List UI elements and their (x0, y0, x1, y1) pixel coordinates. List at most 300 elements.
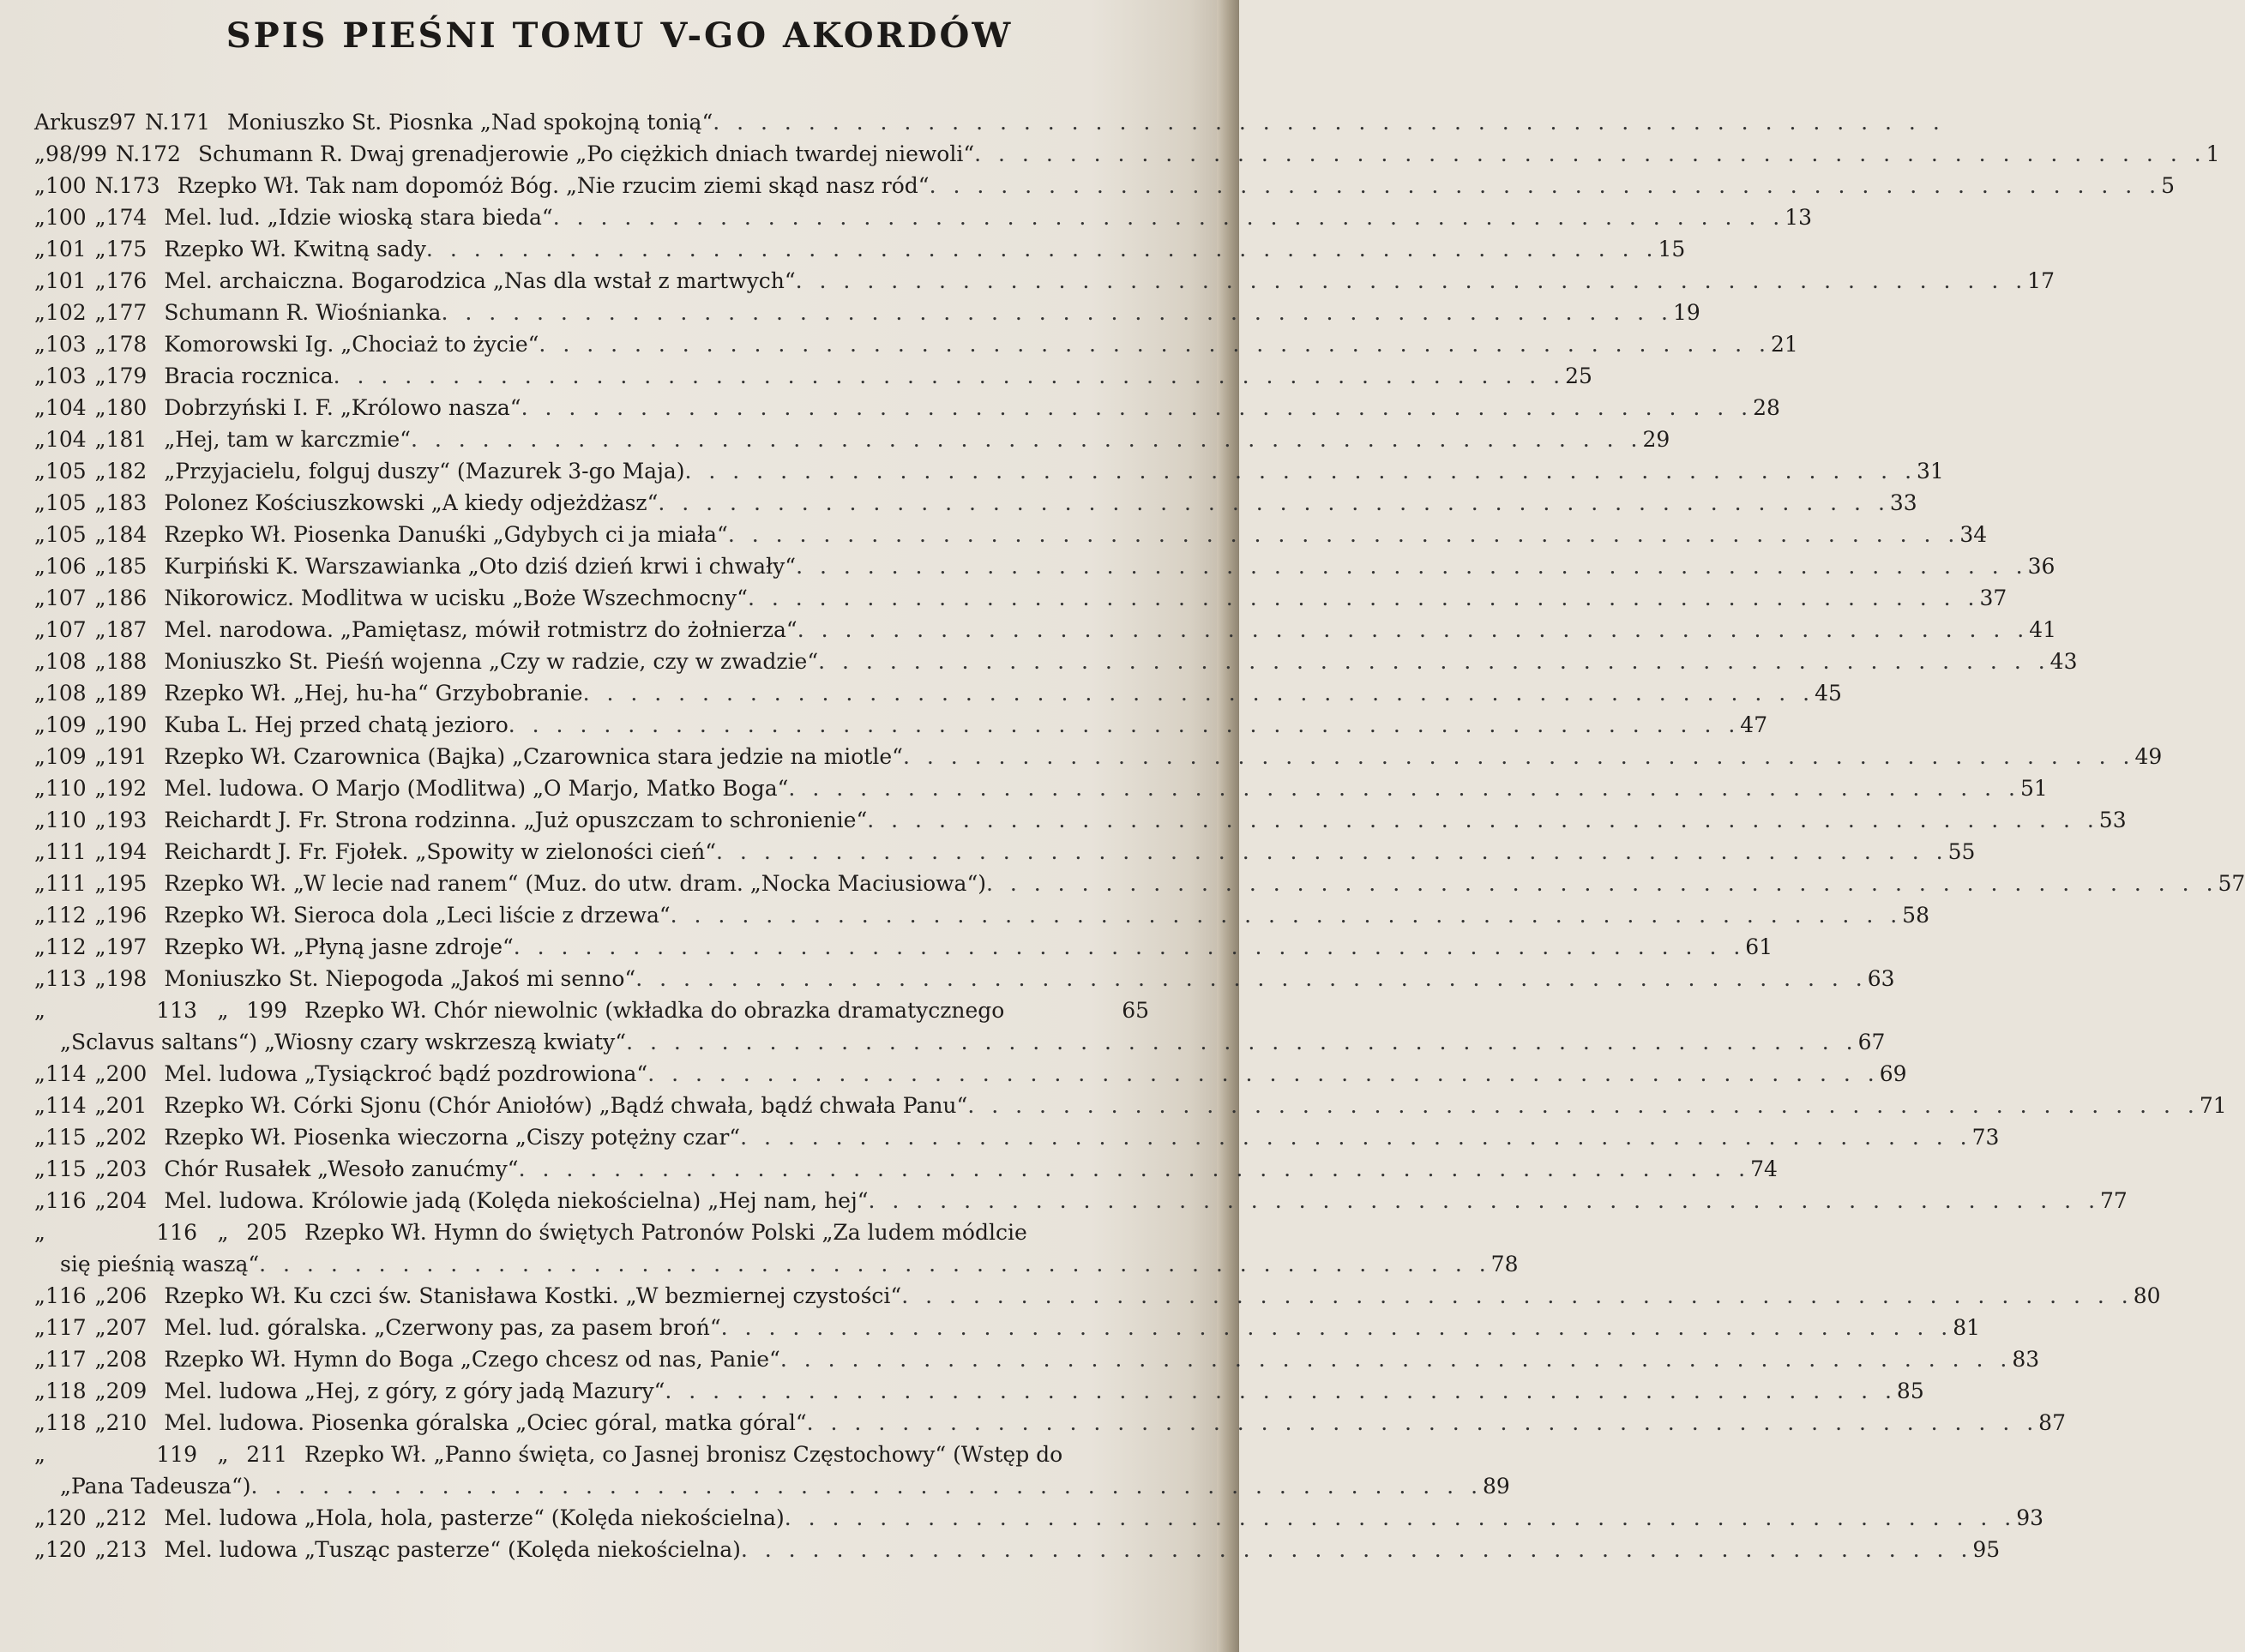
dot-leader: . . . . . . . . . . . . . . . . . . . . . . . . . . . . . . . . . . . . . . . . . . . . . . . . . . . . (867, 808, 2099, 832)
toc-row-continuation (34, 1248, 1519, 1280)
toc-song-title-text: Mel. ludowa „Tysiąckroć bądź pozdrowiona“ (164, 1061, 648, 1086)
toc-page-number: 93 (2016, 1505, 2044, 1530)
dot-leader: . . . . . . . . . . . . . . . . . . . . . . . . . . . . . . . . . . . . . . . . . . . . . . . . . . . . (713, 110, 1945, 135)
toc-sheet-number: 98/99 (45, 141, 107, 166)
toc-arkusz-label: „ (34, 522, 45, 547)
toc-page-number: 55 (1947, 839, 1976, 864)
toc-row-continuation (34, 1470, 1510, 1502)
toc-song-title (164, 868, 2218, 899)
dot-leader: . . . . . . . . . . . . . . . . . . . . . . . . . . . . . . . . . . . . . . . . . . . . . . . . . . . . (716, 839, 1948, 864)
toc-row (34, 1090, 2227, 1121)
toc-song-title-text: „Hej, tam w karczmie“ (164, 427, 411, 452)
toc-arkusz-label: „ (34, 586, 45, 610)
toc-song-number: 175 (105, 237, 147, 261)
toc-song-title (164, 1502, 2016, 1534)
toc-row (34, 772, 2048, 804)
toc-arkusz-label: „ (34, 1093, 45, 1118)
toc-song-title (164, 487, 1890, 519)
toc-n-label: „ (94, 871, 106, 896)
toc-song-number: 205 (246, 1220, 287, 1245)
toc-song-title (164, 550, 2027, 582)
toc-song-title-text: Rzepko Wł. Chór niewolnic (wkładka do obrazka dramatycznego (304, 998, 1005, 1023)
toc-page-number: 1 (2206, 141, 2220, 166)
toc-sheet-number: 116 (45, 1283, 87, 1308)
toc-song-number: 184 (105, 522, 147, 547)
toc-song-number: 213 (105, 1537, 147, 1562)
toc-song-number: 202 (105, 1125, 147, 1150)
dot-leader: . . . . . . . . . . . . . . . . . . . . . . . . . . . . . . . . . . . . . . . . . . . . . . . . . . . . (333, 363, 1566, 388)
toc-n-label: „ (94, 363, 106, 388)
toc-song-title-text: Rzepko Wł. Ku czci św. Stanisława Kostki. „W bezmiernej czystości“ (164, 1283, 902, 1308)
toc-row (34, 1312, 1980, 1343)
toc-song-title (164, 741, 2134, 772)
dot-leader: . . . . . . . . . . . . . . . . . . . . . . . . . . . . . . . . . . . . . . . . . . . . . . . . . . . . (740, 1537, 1973, 1562)
toc-arkusz-label: „ (34, 1125, 45, 1150)
dot-leader: . . . . . . . . . . . . . . . . . . . . . . . . . . . . . . . . . . . . . . . . . . . . . . . . . . . . (647, 1061, 1880, 1086)
dot-leader: . . . . . . . . . . . . . . . . . . . . . . . . . . . . . . . . . . . . . . . . . . . . . . . . . . . . (974, 141, 2206, 166)
toc-row (34, 709, 1768, 741)
toc-n-label: „ (94, 1379, 106, 1403)
toc-n-label: „ (94, 522, 106, 547)
dot-leader: . . . . . . . . . . . . . . . . . . . . . . . . . . . . . . . . . . . . . . . . . . . . . . . . . . . . (797, 617, 2030, 642)
toc-song-number: 192 (105, 776, 147, 801)
toc-song-title (164, 424, 1642, 455)
toc-song-title-text: Rzepko Wł. Piosenka wieczorna „Ciszy potężny czar“ (164, 1125, 741, 1150)
dot-leader: . . . . . . . . . . . . . . . . . . . . . . . . . . . . . . . . . . . . . . . . . . . . . . . . . . . . (779, 1347, 2013, 1372)
toc-song-title (164, 297, 1673, 328)
dot-leader: . . . . . . . . . . . . . . . . . . . . . . . . . . . . . . . . . . . . . . . . . . . . . . . . . . . . (626, 1030, 1858, 1054)
dot-leader: . . . . . . . . . . . . . . . . . . . . . . . . . . . . . . . . . . . . . . . . . . . . . . . . . . . . (796, 554, 2028, 579)
toc-page-number: 58 (1902, 903, 1929, 928)
page-title: SPIS PIEŚNI TOMU V-GO AKORDÓW (226, 15, 1014, 56)
toc-song-title (164, 1185, 2100, 1216)
toc-arkusz-label: „ (34, 1220, 45, 1245)
toc-row (34, 297, 1700, 328)
toc-n-label: „ (94, 1347, 106, 1372)
toc-page-number: 47 (1740, 712, 1768, 737)
toc-n-label: „ (94, 1188, 106, 1213)
toc-arkusz-label: „ (34, 1442, 45, 1467)
toc-arkusz-label: „ (34, 173, 45, 198)
toc-page-number: 21 (1770, 332, 1798, 357)
toc-song-number: 210 (105, 1410, 147, 1435)
toc-page-number: 33 (1889, 490, 1917, 515)
toc-page-number: 57 (2218, 871, 2245, 896)
toc-sheet-number: 107 (45, 586, 87, 610)
dot-leader: . . . . . . . . . . . . . . . . . . . . . . . . . . . . . . . . . . . . . . . . . . . . . . . . . . . . (552, 205, 1785, 230)
toc-song-number: 204 (105, 1188, 147, 1213)
dot-leader: . . . . . . . . . . . . . . . . . . . . . . . . . . . . . . . . . . . . . . . . . . . . . . . . . . . . (747, 586, 1980, 610)
toc-arkusz-label: „ (34, 1410, 45, 1435)
toc-song-title (164, 1121, 1971, 1153)
toc-arkusz-label: „ (34, 300, 45, 325)
toc-song-title (164, 772, 2020, 804)
toc-row (34, 519, 1988, 550)
toc-song-title-text: Mel. ludowa „Hola, hola, pasterze“ (Kolęda niekościelna) (164, 1505, 785, 1530)
toc-arkusz-label: „ (34, 1315, 45, 1340)
toc-arkusz-label: „ (34, 1156, 45, 1181)
toc-n-label: „ (94, 300, 106, 325)
toc-row (34, 550, 2055, 582)
dot-leader: . . . . . . . . . . . . . . . . . . . . . . . . . . . . . . . . . . . . . . . . . . . . . . . . . . . . (508, 712, 1741, 737)
toc-arkusz-label: „ (34, 1061, 45, 1086)
toc-sheet-number: 116 (45, 1188, 87, 1213)
toc-song-title (164, 1153, 1750, 1185)
toc-page-number: 81 (1953, 1315, 1980, 1340)
toc-arkusz-label: „ (34, 395, 45, 420)
toc-page-number: 49 (2134, 744, 2163, 769)
toc-song-title (164, 836, 1947, 868)
dot-leader: . . . . . . . . . . . . . . . . . . . . . . . . . . . . . . . . . . . . . . . . . . . . . . . . . . . . (518, 1156, 1751, 1181)
toc-n-label: „ (94, 1537, 106, 1562)
toc-sheet-number: 120 (45, 1537, 87, 1562)
toc-sheet-number: 101 (45, 268, 87, 293)
toc-song-title (227, 106, 1945, 138)
toc-row (34, 360, 1592, 392)
toc-n-label: „ (94, 427, 106, 452)
toc-arkusz-label: „ (34, 1379, 45, 1403)
toc-song-title (304, 1216, 1096, 1248)
toc-page-number: 74 (1750, 1156, 1778, 1181)
toc-sheet-number: 97 (109, 110, 137, 135)
toc-page-number: 80 (2133, 1283, 2161, 1308)
toc-row (34, 1407, 2066, 1439)
toc-row (34, 868, 2245, 899)
toc-song-title (164, 360, 1565, 392)
toc-song-title (164, 646, 2049, 677)
toc-n-label: „ (94, 744, 106, 769)
toc-song-title-text: Moniuszko St. Niepogoda „Jakoś mi senno“ (164, 966, 636, 991)
toc-n-label: „ (217, 1220, 229, 1245)
toc-row (34, 677, 1842, 709)
toc-row (34, 646, 2078, 677)
toc-song-title (164, 1375, 1897, 1407)
toc-song-number: 200 (105, 1061, 147, 1086)
toc-arkusz-label: „ (34, 998, 45, 1023)
toc-n-label: „ (94, 649, 106, 674)
toc-sheet-number: 117 (45, 1315, 87, 1340)
dot-leader: . . . . . . . . . . . . . . . . . . . . . . . . . . . . . . . . . . . . . . . . . . . . . . . . . . . . (250, 1474, 1484, 1499)
toc-song-title-continued (60, 1470, 1483, 1502)
toc-arkusz-label: „ (34, 363, 45, 388)
toc-row (34, 487, 1917, 519)
toc-song-number: 207 (105, 1315, 147, 1340)
dot-leader: . . . . . . . . . . . . . . . . . . . . . . . . . . . . . . . . . . . . . . . . . . . . . . . . . . . . (259, 1252, 1491, 1277)
toc-song-title (164, 1312, 1953, 1343)
toc-arkusz-label: „ (34, 744, 45, 769)
toc-arkusz-label: „ (34, 459, 45, 484)
dot-leader: . . . . . . . . . . . . . . . . . . . . . . . . . . . . . . . . . . . . . . . . . . . . . . . . . . . . (795, 268, 2028, 293)
toc-row (34, 963, 1895, 994)
toc-row (34, 233, 1686, 265)
toc-song-title (164, 614, 2029, 646)
toc-row (34, 106, 1945, 138)
toc-row (34, 1439, 1149, 1470)
toc-song-title-text: Rzepko Wł. Piosenka Danuśki „Gdybych ci ja miała“ (164, 522, 728, 547)
toc-arkusz-label: „ (34, 427, 45, 452)
toc-song-number: 208 (105, 1347, 147, 1372)
toc-sheet-number: 111 (45, 839, 87, 864)
toc-song-title-text: Kurpiński K. Warszawianka „Oto dziś dzień krwi i chwały“ (164, 554, 797, 579)
toc-song-number: 211 (246, 1442, 287, 1467)
toc-arkusz-label: „ (34, 1537, 45, 1562)
toc-page-number: 71 (2199, 1093, 2227, 1118)
toc-sheet-number: 103 (45, 332, 87, 357)
toc-n-label: „ (94, 1283, 106, 1308)
toc-song-title-text: Schumann R. Dwaj grenadjerowie „Po ciężkich dniach twardej niewoli“ (197, 141, 975, 166)
toc-page-number: 89 (1483, 1474, 1510, 1499)
toc-arkusz-label: „ (34, 934, 45, 959)
dot-leader: . . . . . . . . . . . . . . . . . . . . . . . . . . . . . . . . . . . . . . . . . . . . . . . . . . . . (513, 934, 1746, 959)
toc-song-number: 197 (105, 934, 147, 959)
toc-song-title (164, 328, 1771, 360)
toc-n-label: „ (217, 998, 229, 1023)
toc-song-number: 183 (105, 490, 147, 515)
toc-row (34, 1216, 1149, 1248)
toc-sheet-number: 114 (45, 1061, 87, 1086)
toc-row (34, 1121, 2000, 1153)
toc-song-title (304, 994, 1096, 1026)
toc-page-number: 29 (1642, 427, 1670, 452)
toc-song-number: 198 (105, 966, 147, 991)
toc-song-number: 172 (140, 141, 181, 166)
toc-sheet-number: 107 (45, 617, 87, 642)
toc-page-number: 69 (1879, 1061, 1907, 1086)
toc-song-title (164, 804, 2098, 836)
toc-n-label: „ (94, 1315, 106, 1340)
toc-arkusz-label: „ (34, 237, 45, 261)
toc-arkusz-label: „ (34, 1505, 45, 1530)
toc-page-number: 61 (1745, 934, 1773, 959)
toc-song-title (164, 1058, 1879, 1090)
toc-song-title-text-continued: „Sclavus saltans“) „Wiosny czary wskrzeszą kwiaty“ (60, 1030, 627, 1054)
toc-song-number: 179 (105, 363, 147, 388)
toc-song-number: 188 (105, 649, 147, 674)
toc-row (34, 836, 1976, 868)
toc-page-number: 17 (2027, 268, 2055, 293)
toc-song-title-text: Mel. ludowa „Tusząc pasterze“ (Kolęda niekościelna) (164, 1537, 741, 1562)
toc-song-number: 201 (105, 1093, 147, 1118)
toc-arkusz-label: „ (34, 1188, 45, 1213)
toc-row (34, 455, 1944, 487)
toc-sheet-number: 112 (45, 903, 87, 928)
toc-song-title-text-continued: się pieśnią waszą“ (60, 1252, 260, 1277)
toc-page-number: 5 (2161, 173, 2176, 198)
toc-song-title-continued (60, 1026, 1858, 1058)
toc-page-number: 34 (1959, 522, 1988, 547)
toc-sheet-number: 105 (45, 490, 87, 515)
toc-sheet-number: 105 (45, 522, 87, 547)
toc-song-number: 206 (105, 1283, 147, 1308)
toc-row (34, 741, 2163, 772)
toc-song-title-text: „Przyjacielu, folguj duszy“ (Mazurek 3-go Maja) (164, 459, 685, 484)
toc-n-label: „ (94, 586, 106, 610)
toc-row (34, 804, 2127, 836)
toc-sheet-number: 117 (45, 1347, 87, 1372)
toc-row (34, 1153, 1778, 1185)
toc-song-title (164, 899, 1902, 931)
toc-song-title-text: Schumann R. Wiośnianka (164, 300, 442, 325)
toc-row (34, 1534, 2001, 1565)
toc-sheet-number: 101 (45, 237, 87, 261)
dot-leader: . . . . . . . . . . . . . . . . . . . . . . . . . . . . . . . . . . . . . . . . . . . . . . . . . . . . (818, 649, 2050, 674)
toc-n-label: „ (94, 1505, 106, 1530)
toc-song-title (304, 1439, 1096, 1470)
toc-sheet-number: 113 (45, 966, 87, 991)
toc-song-title-text: Rzepko Wł. „W lecie nad ranem“ (Muz. do utw. dram. „Nocka Maciusiowa“) (164, 871, 986, 896)
dot-leader: . . . . . . . . . . . . . . . . . . . . . . . . . . . . . . . . . . . . . . . . . . . . . . . . . . . . (967, 1093, 2200, 1118)
toc-n-label: „ (94, 332, 106, 357)
toc-arkusz-label: „ (34, 871, 45, 896)
toc-song-title (164, 963, 1867, 994)
toc-song-title (164, 455, 1917, 487)
toc-sheet-number: 102 (45, 300, 87, 325)
toc-sheet-number: 118 (45, 1410, 87, 1435)
toc-song-title-text: Nikorowicz. Modlitwa w ucisku „Boże Wszechmocny“ (164, 586, 748, 610)
dot-leader: . . . . . . . . . . . . . . . . . . . . . . . . . . . . . . . . . . . . . . . . . . . . . . . . . . . . (720, 1315, 1953, 1340)
toc-arkusz-label: „ (34, 681, 45, 706)
toc-song-title (164, 1343, 2012, 1375)
toc-row (34, 328, 1798, 360)
toc-song-number: 194 (105, 839, 147, 864)
toc-song-number: 177 (105, 300, 147, 325)
toc-row (34, 1502, 2044, 1534)
toc-song-number: 182 (105, 459, 147, 484)
dot-leader: . . . . . . . . . . . . . . . . . . . . . . . . . . . . . . . . . . . . . . . . . . . . . . . . . . . . (539, 332, 1771, 357)
toc-page-number: 77 (2100, 1188, 2128, 1213)
toc-song-title (164, 392, 1753, 424)
toc-page-number: 67 (1857, 1030, 1886, 1054)
toc-arkusz-label: „ (34, 205, 45, 230)
toc-page-number: 28 (1753, 395, 1780, 420)
toc-page-number: 83 (2012, 1347, 2040, 1372)
toc-song-title (164, 1534, 1972, 1565)
dot-leader: . . . . . . . . . . . . . . . . . . . . . . . . . . . . . . . . . . . . . . . . . . . . . . . . . . . . (425, 237, 1658, 261)
toc-row (34, 265, 2055, 297)
toc-song-title-text: Rzepko Wł. „Panno święta, co Jasnej bronisz Częstochowy“ (Wstęp do (304, 1442, 1063, 1467)
toc-row (34, 931, 1773, 963)
toc-arkusz-label: „ (34, 839, 45, 864)
toc-row (34, 424, 1670, 455)
toc-arkusz-label: „ (34, 490, 45, 515)
toc-sheet-number: 115 (45, 1125, 87, 1150)
toc-n-label: „ (94, 776, 106, 801)
toc-row-continuation (34, 1026, 1886, 1058)
toc-page-number: 37 (1979, 586, 2007, 610)
dot-leader: . . . . . . . . . . . . . . . . . . . . . . . . . . . . . . . . . . . . . . . . . . . . . . . . . . . . (727, 522, 1960, 547)
toc-page-number: 45 (1815, 681, 1842, 706)
toc-sheet-number: 110 (45, 808, 87, 832)
toc-song-number: 212 (105, 1505, 147, 1530)
toc-song-title-text: Mel. ludowa. Królowie jadą (Kolęda niekościelna) „Hej nam, hej“ (164, 1188, 869, 1213)
toc-song-title-text: Rzepko Wł. Hymn do świętych Patronów Polski „Za ludem módlcie (304, 1220, 1027, 1245)
toc-song-number: 199 (246, 998, 287, 1023)
toc-sheet-number: 110 (45, 776, 87, 801)
toc-page-number: 51 (2019, 776, 2048, 801)
toc-song-number: 209 (105, 1379, 147, 1403)
toc-sheet-number: 104 (45, 395, 87, 420)
toc-song-title-text-continued: „Pana Tadeusza“) (60, 1474, 251, 1499)
toc-song-title (164, 931, 1745, 963)
toc-sheet-number: 114 (45, 1093, 87, 1118)
toc-arkusz-label: „ (34, 903, 45, 928)
toc-n-label: „ (94, 1093, 106, 1118)
toc-row (34, 994, 1149, 1026)
toc-n-label: „ (217, 1442, 229, 1467)
dot-leader: . . . . . . . . . . . . . . . . . . . . . . . . . . . . . . . . . . . . . . . . . . . . . . . . . . . . (410, 427, 1643, 452)
toc-n-label: „ (94, 903, 106, 928)
dot-leader: . . . . . . . . . . . . . . . . . . . . . . . . . . . . . . . . . . . . . . . . . . . . . . . . . . . . (740, 1125, 1972, 1150)
toc-song-title-text: Mel. narodowa. „Pamiętasz, mówił rotmistrz do żołnierza“ (164, 617, 797, 642)
toc-song-title-text: Mel. ludowa „Hej, z góry, z góry jadą Mazury“ (164, 1379, 665, 1403)
toc-page-number: 95 (1972, 1537, 2001, 1562)
dot-leader: . . . . . . . . . . . . . . . . . . . . . . . . . . . . . . . . . . . . . . . . . . . . . . . . . . . . (665, 1379, 1897, 1403)
toc-song-title-text: Kuba L. Hej przed chatą jezioro (164, 712, 509, 737)
dot-leader: . . . . . . . . . . . . . . . . . . . . . . . . . . . . . . . . . . . . . . . . . . . . . . . . . . . . (582, 681, 1815, 706)
toc-song-title-text: Rzepko Wł. Czarownica (Bajka) „Czarownica stara jedzie na miotle“ (164, 744, 903, 769)
toc-page-number: 41 (2029, 617, 2057, 642)
toc-page-number: 73 (1971, 1125, 2000, 1150)
toc-n-label: „ (94, 808, 106, 832)
toc-song-title-text: Dobrzyński I. F. „Królowo nasza“ (164, 395, 521, 420)
toc-song-title (164, 1090, 2200, 1121)
toc-song-number: 189 (105, 681, 147, 706)
toc-page-number: 31 (1917, 459, 1944, 484)
toc-song-title-text: Rzepko Wł. Kwitną sady (164, 237, 426, 261)
toc-row (34, 392, 1780, 424)
dot-leader: . . . . . . . . . . . . . . . . . . . . . . . . . . . . . . . . . . . . . . . . . . . . . . . . . . . . (658, 490, 1890, 515)
toc-sheet-number: 109 (45, 744, 87, 769)
toc-song-title (164, 1407, 2038, 1439)
toc-n-label: „ (94, 554, 106, 579)
toc-song-title (164, 233, 1658, 265)
dot-leader: . . . . . . . . . . . . . . . . . . . . . . . . . . . . . . . . . . . . . . . . . . . . . . . . . . . . (901, 1283, 2134, 1308)
toc-row (34, 138, 2220, 170)
toc-sheet-number: 106 (45, 554, 87, 579)
toc-song-number: 180 (105, 395, 147, 420)
toc-song-title-continued (60, 1248, 1491, 1280)
toc-song-title (164, 519, 1959, 550)
toc-arkusz-label: „ (34, 332, 45, 357)
toc-row (34, 582, 2007, 614)
toc-page-number: 87 (2038, 1410, 2066, 1435)
toc-song-title-text: Bracia rocznica (164, 363, 334, 388)
toc-page-number: 53 (2098, 808, 2127, 832)
toc-song-number: 203 (105, 1156, 147, 1181)
toc-song-title-text: Moniuszko St. Piosnka „Nad spokojną tonią“ (227, 110, 713, 135)
toc-row (34, 201, 1813, 233)
toc-n-label: „ (94, 459, 106, 484)
toc-arkusz-label: „ (34, 141, 45, 166)
toc-song-number: 181 (105, 427, 147, 452)
toc-song-title (164, 709, 1740, 741)
toc-arkusz-label: „ (34, 1347, 45, 1372)
toc-page-number: 13 (1785, 205, 1813, 230)
toc-song-number: 187 (105, 617, 147, 642)
toc-sheet-number: 100 (45, 173, 87, 198)
dot-leader: . . . . . . . . . . . . . . . . . . . . . . . . . . . . . . . . . . . . . . . . . . . . . . . . . . . . (441, 300, 1673, 325)
dot-leader: . . . . . . . . . . . . . . . . . . . . . . . . . . . . . . . . . . . . . . . . . . . . . . . . . . . . (902, 744, 2135, 769)
toc-sheet-number: 104 (45, 427, 87, 452)
toc-song-title-text: Moniuszko St. Pieśń wojenna „Czy w radzie, czy w zwadzie“ (164, 649, 819, 674)
toc-row (34, 170, 2176, 201)
toc-sheet-number: 105 (45, 459, 87, 484)
toc-song-title (198, 138, 2206, 170)
dot-leader: . . . . . . . . . . . . . . . . . . . . . . . . . . . . . . . . . . . . . . . . . . . . . . . . . . . . (521, 395, 1754, 420)
toc-sheet-number: 120 (45, 1505, 87, 1530)
toc-song-title-text: Polonez Kościuszkowski „A kiedy odjeżdżasz“ (164, 490, 659, 515)
toc-arkusz-label: „ (34, 712, 45, 737)
